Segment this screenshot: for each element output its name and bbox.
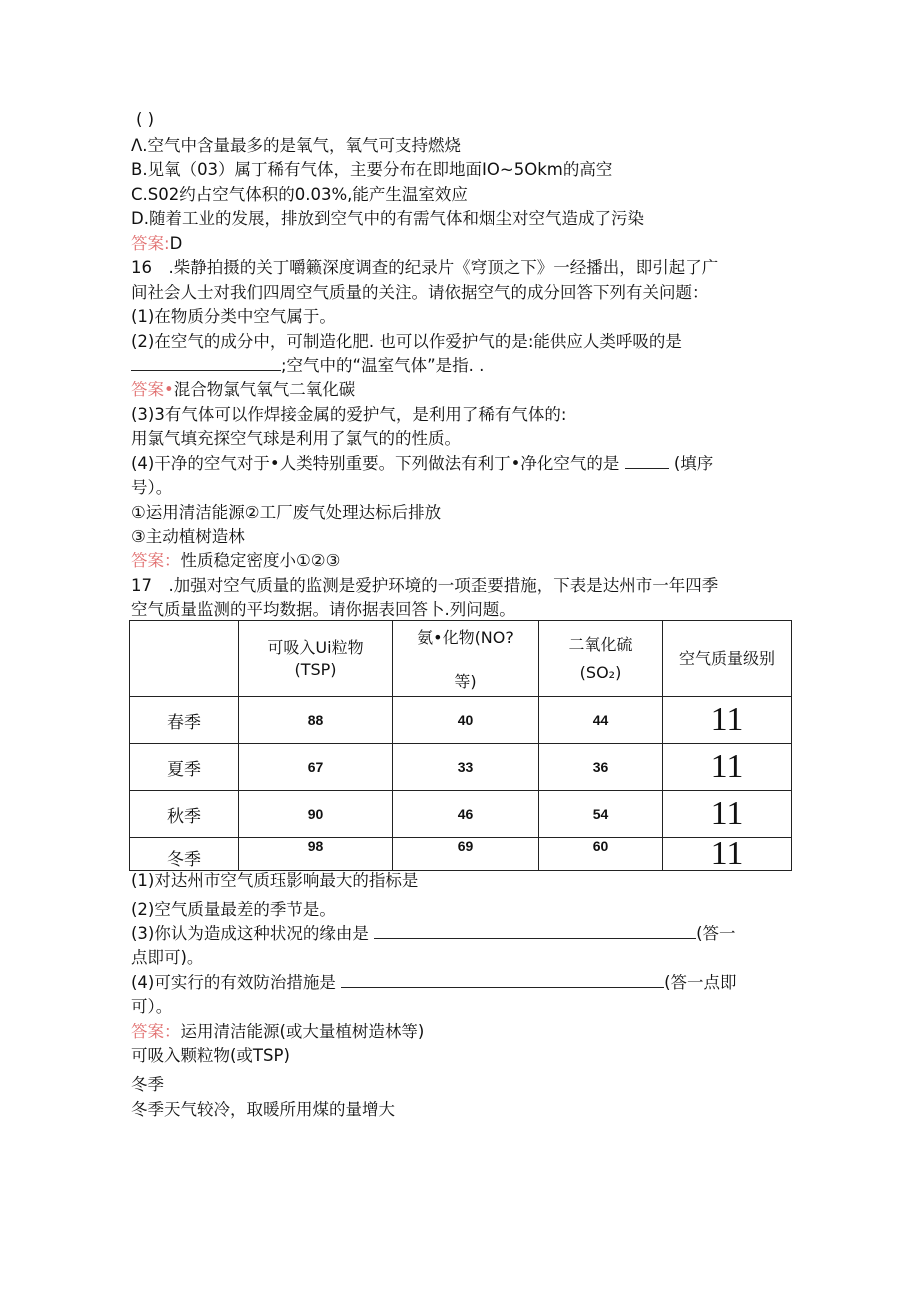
table-row [130, 697, 792, 744]
question-17-part4 [131, 971, 737, 995]
answer-blank [625, 453, 669, 469]
answer-text: D [169, 234, 183, 253]
choice-1-2: ①运用清洁能源②工厂废气处理达标后排放 [131, 503, 442, 522]
header-label: 二氧化硫 [568, 634, 633, 654]
question-16-part2: (2)在空气的成分中，可制造化肥. 也可以作爱护气的是:能供应人类呼吸的是 [131, 332, 682, 351]
nox-cell: 46 [393, 791, 539, 838]
header-nox [393, 621, 539, 697]
table-row [130, 791, 792, 838]
line-text: ;空气中的“温室气体”是指. . [281, 356, 485, 375]
answer-17c: 冬季 [131, 1075, 164, 1094]
so2-cell: 54 [539, 791, 663, 838]
answer-16a [131, 378, 355, 402]
so2-cell: 60 [539, 838, 663, 871]
question-16-line1: 16 .柴静拍摄的关丁嚼籁深度调查的纪录片《穹顶之下》一经播出，即引起了广 [131, 258, 719, 277]
question-16-part1: (1)在物质分类中空气属于。 [131, 307, 336, 326]
answer-label: 答案： [131, 551, 181, 570]
grade-cell: 11 [663, 744, 792, 791]
header-label: 氨•化物(NO? [417, 628, 514, 647]
option-a: Λ.空气中含量最多的是氧气，氧气可支持燃烧 [131, 136, 462, 155]
header-tsp [239, 621, 393, 697]
header-label: 可吸入Ui粒物 [267, 637, 364, 657]
question-17-part4-cont: 可）。 [131, 997, 173, 1016]
line-text: (4)可实行的有效防治措施是 [131, 973, 336, 992]
answer-15 [131, 232, 182, 256]
season-cell: 冬季 [130, 838, 239, 871]
question-16-part3: (3)3有气体可以作焊接金属的爱护气，是利用了稀有气体的: [131, 405, 567, 424]
answer-text: 运用清洁能源(或大量植树造林等) [180, 1022, 425, 1041]
table-header-row [130, 621, 792, 697]
answer-label: 答案： [131, 1022, 181, 1041]
answer-text: 混合物氯气氧气二氧化碳 [173, 380, 356, 399]
question-16-line2: 间社会人士对我们四周空气质量的关注。请依据空气的成分回答下列有关问题： [131, 283, 709, 302]
question-17-part3 [131, 922, 736, 946]
option-d: D.随着工业的发展，排放到空气中的有需气体和烟尘对空气造成了污染 [131, 209, 644, 228]
answer-17a [131, 1020, 424, 1044]
header-empty-cell [130, 621, 239, 697]
header-sub: (SO₂) [579, 662, 622, 682]
nox-cell: 69 [393, 838, 539, 871]
table-row [130, 838, 792, 871]
answer-blank [131, 355, 281, 371]
nox-cell: 40 [393, 697, 539, 744]
air-quality-table [129, 620, 792, 871]
grade-cell: 11 [663, 791, 792, 838]
question-16-part2-cont [131, 354, 484, 378]
option-b: B.见氧（03）属丁稀有气体，主要分布在即地面IO~5Okm的高空 [131, 160, 613, 179]
question-16-part3-cont: 用氯气填充探空气球是利用了氯气的的性质。 [131, 429, 461, 448]
so2-cell: 44 [539, 697, 663, 744]
line-text: (填序 [673, 454, 714, 473]
answer-16b [131, 549, 340, 573]
choice-3: ③主动植树造林 [131, 527, 245, 546]
header-label: 空气质量级别 [678, 648, 775, 668]
question-17-line2: 空气质量监测的平均数据。请你据表回答卜.列问题。 [131, 600, 516, 619]
answer-label: 答案: [131, 234, 170, 253]
season-cell: 夏季 [130, 744, 239, 791]
header-grade [663, 621, 792, 697]
tsp-cell: 90 [239, 791, 393, 838]
line-text: (4)干净的空气对于•人类特别重要。下列做法有利丁•净化空气的是 [131, 454, 620, 473]
question-17-part2: (2)空气质量最差的季节是。 [131, 900, 336, 919]
header-so2 [539, 621, 663, 697]
grade-cell: 11 [663, 697, 792, 744]
answer-text: 性质稳定密度小①②③ [180, 551, 341, 570]
tsp-cell: 88 [239, 697, 393, 744]
question-17-line1: 17 .加强对空气质量的监测是爱护环境的一项歪要措施，下表是达州市一年四季 [131, 576, 719, 595]
answer-label: 答案• [131, 380, 174, 399]
bracket-line: ( ) [136, 110, 155, 129]
option-c: C.S02约占空气体积的0.03%,能产生温室效应 [131, 185, 468, 204]
answer-blank [341, 972, 664, 988]
question-17-part1: (1)对达州市空气质珏影响最大的指标是 [131, 871, 419, 890]
tsp-cell: 67 [239, 744, 393, 791]
so2-cell: 36 [539, 744, 663, 791]
line-text: (3)你认为造成这种状况的缘由是 [131, 924, 369, 943]
nox-cell: 33 [393, 744, 539, 791]
header-sub: 等) [454, 672, 477, 691]
grade-cell: 11 [663, 838, 792, 871]
table-row [130, 744, 792, 791]
season-cell: 春季 [130, 697, 239, 744]
header-sub: (TSP) [294, 659, 337, 679]
tsp-cell: 98 [239, 838, 393, 871]
answer-17d: 冬季天气较冷，取暖所用煤的量增大 [131, 1100, 395, 1119]
answer-17b: 可吸入颗粒物(或TSP) [131, 1046, 290, 1065]
question-16-part4-cont: 号）。 [131, 478, 173, 497]
line-text: (答一点即 [664, 973, 737, 992]
answer-blank [374, 923, 696, 939]
line-text: (答一 [696, 924, 736, 943]
season-cell: 秋季 [130, 791, 239, 838]
question-17-part3-cont: 点即可)。 [131, 948, 204, 967]
question-16-part4 [131, 452, 713, 476]
